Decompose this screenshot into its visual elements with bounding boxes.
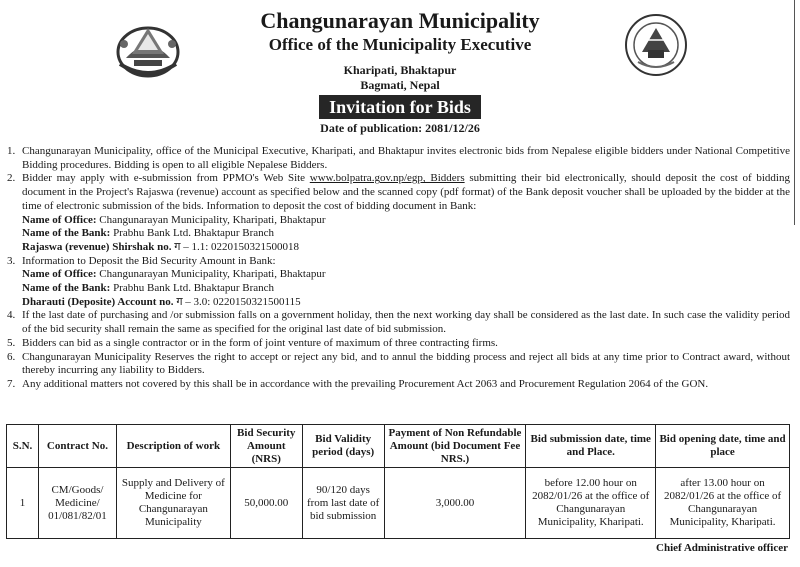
- bids-table: [6, 424, 790, 539]
- table-cell: 50,000.00: [230, 468, 302, 539]
- ppmo-link[interactable]: www.bolpatra.gov.np/egp, Bidders: [309, 172, 465, 185]
- col-header: Bid opening date, time and place: [656, 425, 790, 468]
- table-cell: 3,000.00: [384, 468, 526, 539]
- clause-4: 4. If the last date of purchasing and /or submission falls on a government holiday, then the next working day shall be considered as the last date. In such case the validity period of the bid security shall remain the same as specified for the original last date of bid submission.: [7, 309, 790, 336]
- address-line-1: Kharipati, Bhaktapur: [343, 63, 457, 77]
- clause-3: 3. Information to Deposit the Bid Security Amount in Bank:: [7, 254, 276, 267]
- col-header: Contract No.: [38, 425, 116, 468]
- clause-2: 2. Bidder may apply with e-submission from PPMO's Web Site www.bolpatra.gov.np/egp, Bidders submitting their bid electronically, should deposit the cost of bidding document in the Project's Rajaswa (revenue) account as specified below and the scanned copy (pdf format) of the Bank deposit voucher shall be uploaded by the bidder at the time of electronic submission of the bids. Information to deposit the cost of bidding document in Bank:: [7, 172, 790, 212]
- notice-header: [0, 8, 800, 136]
- clause-6: 6. Changunarayan Municipality Reserves the right to accept or reject any bid, and to annul the bidding process and reject all bids at any time prior to Contract award, without thereby incurring any liability to Bidders.: [7, 350, 790, 377]
- table-cell: 1: [7, 468, 39, 539]
- info-row: Name of Office: Changunarayan Municipality, Kharipati, Bhaktapur: [22, 268, 326, 281]
- bank-info-deposit: [7, 268, 790, 309]
- table-cell: before 12.00 hour on 2082/01/26 at the office of Changunarayan Municipality, Kharipati.: [526, 468, 656, 539]
- table-header-row: [7, 425, 790, 468]
- col-header: Description of work: [116, 425, 230, 468]
- table-cell: 90/120 days from last date of bid submission: [302, 468, 384, 539]
- table-row: [7, 468, 790, 539]
- address-line-2: Bagmati, Nepal: [360, 78, 440, 92]
- clause-7: 7. Any additional matters not covered by this shall be in accordance with the prevailing Procurement Act 2063 and Procurement Regulation 2064 of the GON.: [7, 377, 709, 390]
- signature: Chief Administrative officer: [656, 542, 788, 554]
- info-row: Name of the Bank: Prabhu Bank Ltd. Bhaktapur Branch: [22, 227, 275, 240]
- notice-body: [7, 145, 790, 392]
- col-header: Bid Validity period (days): [302, 425, 384, 468]
- col-header: S.N.: [7, 425, 39, 468]
- col-header: Bid submission date, time and Place.: [526, 425, 656, 468]
- clause-1: 1. Changunarayan Municipality, office of the Municipal Executive, Kharipati, and Bhaktapur invites electronic bids from Nepalese eligible bidders under National Competitive Bidding procedures. Bidding is open to all eligible Nepalese Bidders.: [7, 145, 790, 171]
- table-cell: Supply and Delivery of Medicine for Changunarayan Municipality: [116, 468, 230, 539]
- col-header: Payment of Non Refundable Amount (bid Document Fee NRS.): [384, 425, 526, 468]
- info-row: Name of Office: Changunarayan Municipality, Kharipati, Bhaktapur: [22, 213, 326, 226]
- info-row: Name of the Bank: Prabhu Bank Ltd. Bhaktapur Branch: [22, 282, 275, 295]
- office-subtitle: Office of the Municipality Executive: [268, 35, 532, 54]
- info-row: Rajaswa (revenue) Shirshak no. ग – 1.1: 0220150321500018: [22, 240, 300, 253]
- clause-5: 5. Bidders can bid as a single contractor or in the form of joint venture of maximum of three contracting firms.: [7, 336, 498, 349]
- col-header: Bid Security Amount (NRS): [230, 425, 302, 468]
- publication-date: Date of publication: 2081/12/26: [320, 121, 480, 135]
- bank-info-revenue: [7, 214, 790, 255]
- invitation-banner: Invitation for Bids: [319, 95, 481, 119]
- info-row: Dharauti (Deposite) Account no. ग – 3.0: 0220150321500115: [22, 295, 301, 308]
- municipality-title: Changunarayan Municipality: [260, 8, 540, 33]
- table-cell: CM/Goods/ Medicine/ 01/081/82/01: [38, 468, 116, 539]
- table-cell: after 13.00 hour on 2082/01/26 at the office of Changunarayan Municipality, Kharipati.: [656, 468, 790, 539]
